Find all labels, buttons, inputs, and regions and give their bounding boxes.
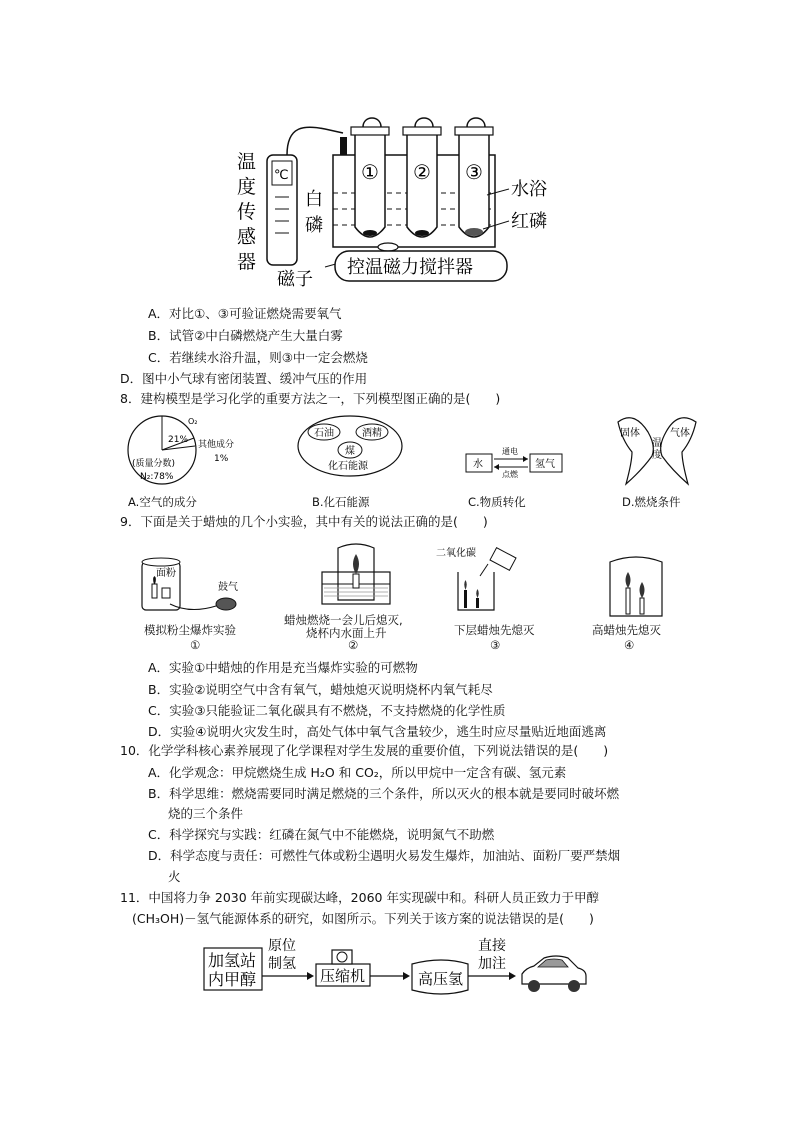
q7-option-b: B．试管②中白磷燃烧产生大量白雾 <box>148 328 343 343</box>
q7-option-a: A．对比①、③可验证燃烧需要氧气 <box>148 306 342 321</box>
q10-line-d: D．科学态度与责任：可燃性气体或粉尘遇明火易发生爆炸，加油站、面粉厂要严禁烟 <box>148 848 621 863</box>
q10-line-c: C．科学探究与实践：红磷在氮气中不能燃烧，说明氮气不助燃 <box>148 827 495 842</box>
svg-text:固体: 固体 <box>620 428 640 439</box>
svg-text:度: 度 <box>652 450 662 461</box>
q8-caption-a: A.空气的成分 <box>128 495 197 509</box>
white-p-label-2: 磷 <box>305 215 323 236</box>
svg-text:石油: 石油 <box>314 428 334 439</box>
q7-option-c: C．若继续水浴升温，则③中一定会燃烧 <box>148 350 368 365</box>
magnet-label: 磁子 <box>277 269 313 290</box>
tube-label-2: ② <box>413 160 431 184</box>
sensor-label-2: 度 <box>237 176 257 198</box>
q7-option-d: D．图中小气球有密闭装置、缓冲气压的作用 <box>120 371 368 386</box>
q10-stem: 10．化学学科核心素养展现了化学课程对学生发展的重要价值，下列说法错误的是( ) <box>120 743 609 758</box>
sensor-label-1: 温 <box>237 151 257 173</box>
sensor-label-5: 器 <box>237 251 257 273</box>
tube-label-3: ③ <box>465 160 483 184</box>
q8-diagram-c <box>462 440 582 480</box>
svg-text:O₂: O₂ <box>188 417 198 426</box>
q10-line-d-cont: 火 <box>168 869 181 884</box>
svg-text:加注: 加注 <box>478 956 506 972</box>
celsius-icon: ℃ <box>274 168 289 183</box>
q11-flow-figure <box>196 934 596 1000</box>
q9-exp2-num: ② <box>348 638 359 652</box>
svg-text:水: 水 <box>473 459 483 470</box>
tube-label-1: ① <box>361 160 379 184</box>
q10-line-a: A．化学观念：甲烷燃烧生成 H₂O 和 CO₂，所以甲烷中一定含有碳、氢元素 <box>148 765 567 780</box>
svg-text:气体: 气体 <box>670 428 690 439</box>
q9-exp1-figure <box>130 548 260 618</box>
q9-option-b: B．实验②说明空气中含有氧气，蜡烛熄灭说明烧杯内氧气耗尽 <box>148 682 493 697</box>
q8-caption-b: B.化石能源 <box>312 495 370 509</box>
svg-text:压缩机: 压缩机 <box>320 967 366 985</box>
q9-option-c: C．实验③只能验证二氧化碳具有不燃烧，不支持燃烧的化学性质 <box>148 703 506 718</box>
q9-exp4-figure <box>596 550 676 620</box>
q8-diagram-d <box>612 412 702 492</box>
svg-text:加氢站: 加氢站 <box>208 951 257 970</box>
q8-diagram-a <box>126 412 266 492</box>
svg-text:鼓气: 鼓气 <box>218 582 238 593</box>
q9-exp2-figure <box>316 540 396 610</box>
red-p-label: 红磷 <box>511 211 547 232</box>
svg-text:制氢: 制氢 <box>268 956 296 972</box>
q10-line-b: B．科学思维：燃烧需要同时满足燃烧的三个条件，所以灭火的根本就是要同时破坏燃 <box>148 786 620 801</box>
svg-text:点燃: 点燃 <box>502 470 518 479</box>
q9-exp2-caption-1: 蜡烛燃烧一会儿后熄灭, <box>284 613 403 627</box>
svg-text:1%: 1% <box>214 454 229 464</box>
svg-text:直接: 直接 <box>478 938 506 954</box>
q9-exp3-num: ③ <box>490 638 501 652</box>
svg-text:N₂:78%: N₂:78% <box>140 472 174 482</box>
apparatus-figure <box>225 115 565 295</box>
svg-text:高压氢: 高压氢 <box>418 970 464 988</box>
magnet-stirrer-bar <box>378 243 398 251</box>
q9-exp1-caption: 模拟粉尘爆炸实验 <box>144 623 236 637</box>
stirrer-label: 控温磁力搅拌器 <box>347 257 473 278</box>
q9-stem: 9．下面是关于蜡烛的几个小实验，其中有关的说法正确的是( ) <box>120 514 488 529</box>
q9-exp4-caption: 高蜡烛先熄灭 <box>592 623 661 637</box>
water-bath-label: 水浴 <box>511 179 547 200</box>
svg-text:煤: 煤 <box>345 446 355 457</box>
q8-caption-c: C.物质转化 <box>468 495 526 509</box>
svg-text:通电: 通电 <box>502 447 518 456</box>
q9-exp4-num: ④ <box>624 638 635 652</box>
svg-text:原位: 原位 <box>268 938 296 954</box>
svg-text:酒精: 酒精 <box>362 428 382 439</box>
q11-stem-2: (CH₃OH)－氢气能源体系的研究，如图所示。下列关于该方案的说法错误的是( ) <box>132 911 594 926</box>
svg-text:氢气: 氢气 <box>535 459 555 470</box>
svg-text:(质量分数): (质量分数) <box>132 459 176 469</box>
q9-exp1-num: ① <box>190 638 201 652</box>
white-p-label-1: 白 <box>305 189 323 210</box>
q9-option-a: A．实验①中蜡烛的作用是充当爆炸实验的可燃物 <box>148 660 418 675</box>
svg-text:21%: 21% <box>168 435 189 445</box>
svg-text:其他成分: 其他成分 <box>198 440 235 450</box>
svg-text:二氧化碳: 二氧化碳 <box>436 548 476 559</box>
car-icon <box>522 956 586 992</box>
svg-text:化石能源: 化石能源 <box>328 461 368 472</box>
sensor-label-3: 传 <box>237 201 257 223</box>
svg-text:温: 温 <box>652 438 662 449</box>
q9-exp2-caption-2: 烧杯内水面上升 <box>306 626 387 640</box>
svg-text:面粉: 面粉 <box>156 568 176 579</box>
sensor-label-4: 感 <box>237 226 257 248</box>
q10-line-b-cont: 烧的三个条件 <box>168 806 244 821</box>
q9-exp3-figure <box>436 544 536 614</box>
q9-exp3-caption: 下层蜡烛先熄灭 <box>454 623 535 637</box>
q9-option-d: D．实验④说明火灾发生时，高处气体中氧气含量较少，逃生时应尽量贴近地面逃离 <box>148 724 607 739</box>
q8-caption-d: D.燃烧条件 <box>622 495 681 509</box>
svg-text:内甲醇: 内甲醇 <box>208 970 257 989</box>
q8-stem: 8．建构模型是学习化学的重要方法之一，下列模型图正确的是( ) <box>120 391 501 406</box>
q8-diagram-b <box>296 414 436 494</box>
q11-stem-1: 11．中国将力争 2030 年前实现碳达峰，2060 年实现碳中和。科研人员正致力于甲醇 <box>120 890 599 905</box>
